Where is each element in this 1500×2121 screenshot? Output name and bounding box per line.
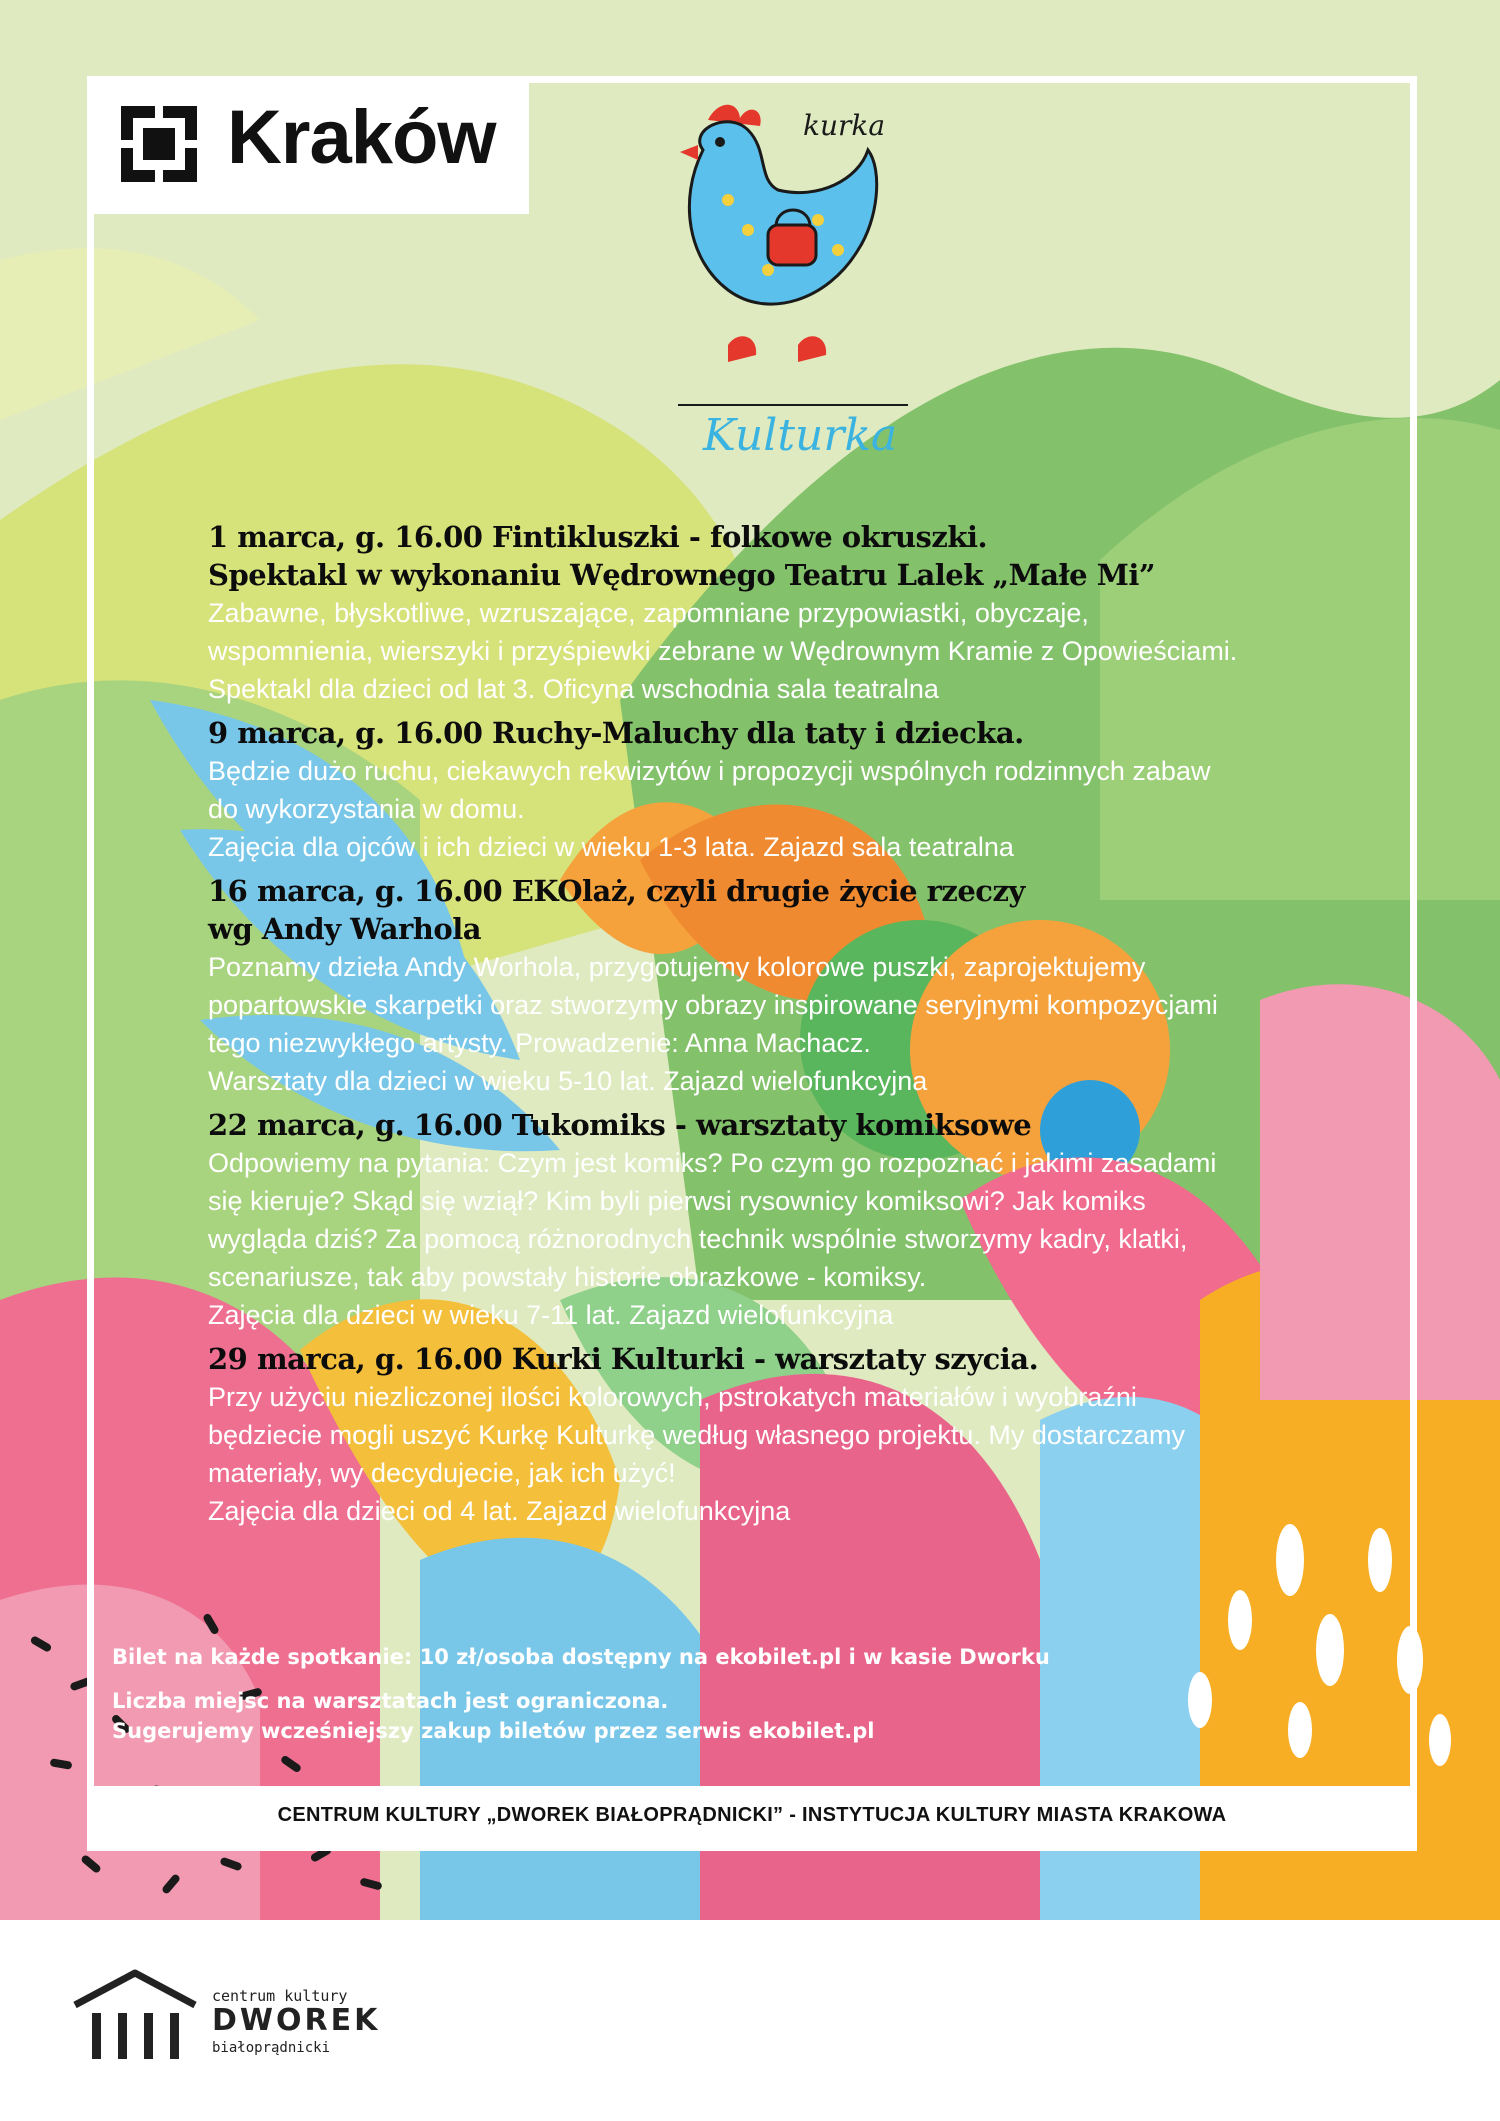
event-title: 16 marca, g. 16.00 EKOlaż, czyli drugie życie rzeczy — [208, 874, 1025, 908]
event-description: do wykorzystania w domu. — [208, 794, 525, 824]
event-description: wspomnienia, wierszyki i przyśpiewki zebrane w Wędrownym Kramie z Opowieściami. — [208, 636, 1238, 666]
event-title: 1 marca, g. 16.00 Fintikluszki - folkowe okruszki. — [208, 520, 988, 554]
footer-band — [94, 1786, 1410, 1844]
event-description: Poznamy dzieła Andy Worhola, przygotujemy kolorowe puszki, zaprojektujemy — [208, 952, 1146, 982]
event-description: Warsztaty dla dzieci w wieku 5-10 lat. Zajazd wielofunkcyjna — [208, 1066, 928, 1096]
event-item — [208, 872, 1388, 1100]
event-description: Odpowiemy na pytania: Czym jest komiks? Po czym go rozpoznać i jakimi zasadami — [208, 1148, 1217, 1178]
event-description: Zabawne, błyskotliwe, wzruszające, zapomniane przypowiastki, obyczaje, — [208, 598, 1089, 628]
event-description: Zajęcia dla dzieci od 4 lat. Zajazd wielofunkcyjna — [208, 1496, 791, 1526]
event-description: Zajęcia dla ojców i ich dzieci w wieku 1-3 lata. Zajazd sala teatralna — [208, 832, 1014, 862]
event-title: wg Andy Warhola — [208, 912, 481, 946]
event-description: Przy użyciu niezliczonej ilości kolorowych, pstrokatych materiałów i wyobraźni — [208, 1382, 1137, 1412]
event-list — [208, 518, 1388, 1536]
ticket-limit-text: Liczba miejsc na warsztatach jest ograniczona. — [112, 1689, 669, 1713]
event-item — [208, 1340, 1388, 1530]
dworek-logo — [70, 1965, 381, 2065]
logo-big-text: Kulturka — [703, 410, 898, 461]
event-description: Spektakl dla dzieci od lat 3. Oficyna wschodnia sala teatralna — [208, 674, 939, 704]
ticket-suggestion-text: Sugerujemy wcześniejszy zakup biletów przez serwis ekobilet.pl — [112, 1719, 875, 1743]
event-description: materiały, wy decydujecie, jak ich użyć! — [208, 1458, 676, 1488]
event-title: Spektakl w wykonaniu Wędrownego Teatru Lalek „Małe Mi” — [208, 558, 1156, 592]
kurka-kulturka-logo — [668, 90, 918, 470]
dworek-top-text: centrum kultury — [212, 1987, 348, 2005]
event-description: popartowskie skarpetki oraz stworzymy obrazy inspirowane seryjnymi kompozycjami — [208, 990, 1218, 1020]
event-item — [208, 714, 1388, 866]
event-description: Będzie dużo ruchu, ciekawych rekwizytów i propozycji wspólnych rodzinnych zabaw — [208, 756, 1211, 786]
event-description: będziecie mogli uszyć Kurkę Kulturkę według własnego projektu. My dostarczamy — [208, 1420, 1185, 1450]
city-name: Kraków — [227, 95, 496, 180]
dworek-house-icon — [70, 1965, 200, 2065]
event-item — [208, 1106, 1388, 1334]
event-description: scenariusze, tak aby powstały historie obrazkowe - komiksy. — [208, 1262, 927, 1292]
event-title: 22 marca, g. 16.00 Tukomiks - warsztaty komiksowe — [208, 1108, 1032, 1142]
event-title: 29 marca, g. 16.00 Kurki Kulturki - warsztaty szycia. — [208, 1342, 1039, 1376]
ticket-info — [112, 1642, 1112, 1746]
event-item — [208, 518, 1388, 708]
dworek-bottom-text: białoprądnicki — [212, 2040, 331, 2056]
event-title: 9 marca, g. 16.00 Ruchy-Maluchy dla taty i dziecka. — [208, 716, 1024, 750]
dworek-name: DWOREK — [212, 2003, 381, 2038]
krakow-logo-icon — [119, 104, 199, 184]
ticket-price-text: Bilet na każde spotkanie: 10 zł/osoba dostępny na ekobilet.pl i w kasie Dworku — [112, 1645, 1050, 1669]
krakow-header — [87, 76, 529, 214]
institution-text: CENTRUM KULTURY „DWOREK BIAŁOPRĄDNICKI” - INSTYTUCJA KULTURY MIASTA KRAKOWA — [277, 1803, 1227, 1826]
event-description: Zajęcia dla dzieci w wieku 7-11 lat. Zajazd wielofunkcyjna — [208, 1300, 894, 1330]
event-description: tego niezwykłego artysty. Prowadzenie: Anna Machacz. — [208, 1028, 871, 1058]
event-description: wygląda dziś? Za pomocą różnorodnych technik wspólnie stworzymy kadry, klatki, — [208, 1224, 1188, 1254]
event-description: się kieruje? Skąd się wziął? Kim byli pierwsi rysownicy komiksowi? Jak komiks — [208, 1186, 1146, 1216]
logo-small-text: kurka — [803, 109, 886, 142]
